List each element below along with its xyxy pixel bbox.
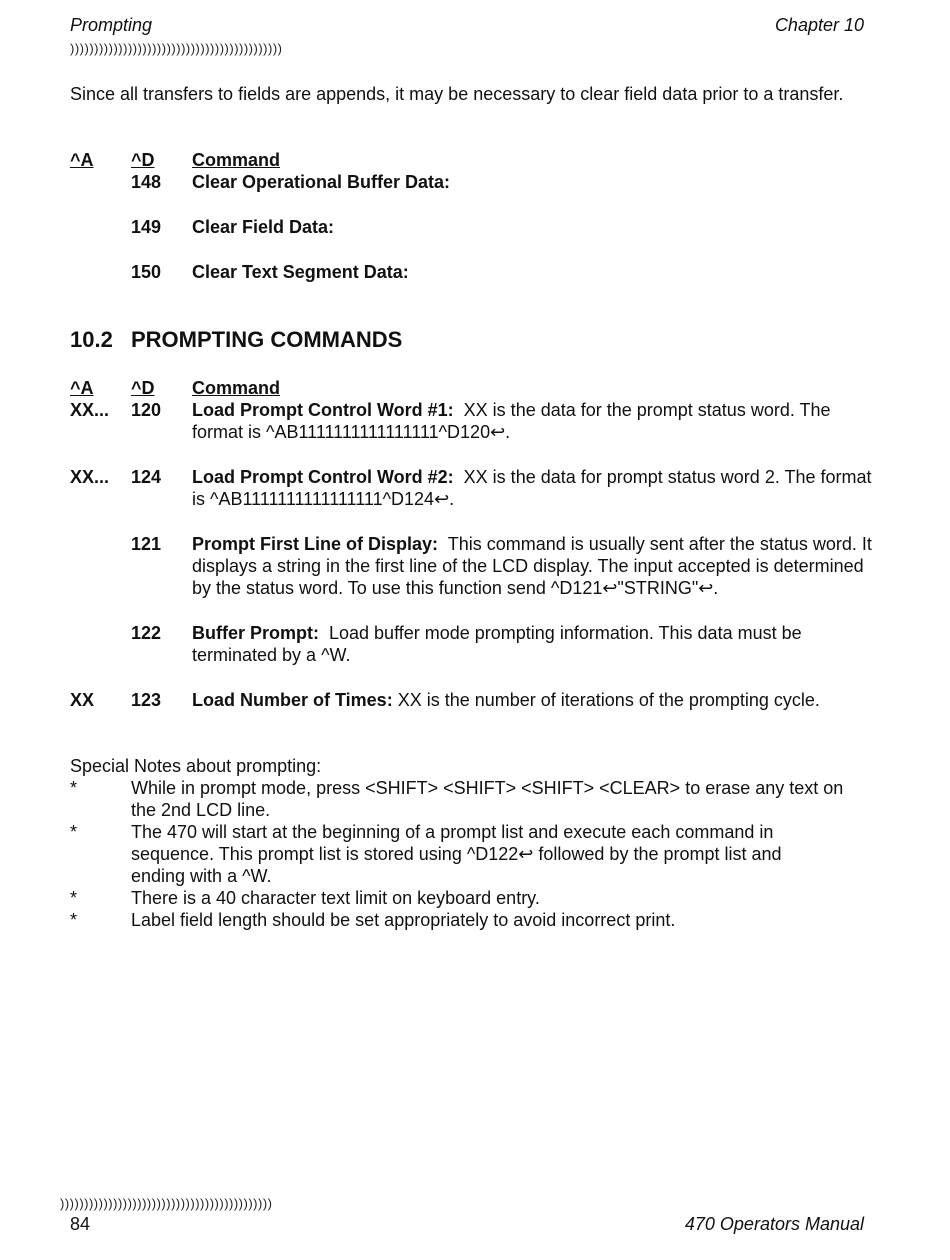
running-header-left: Prompting (70, 15, 153, 35)
command-title: Buffer Prompt: (192, 623, 319, 643)
bullet-marker: * (70, 822, 78, 842)
command-arg: XX... (70, 467, 110, 487)
page-number: 84 (70, 1214, 91, 1234)
command-entry (192, 533, 877, 599)
col-header-d: ^D (131, 378, 155, 398)
command-description: Load buffer mode prompting information. This data must be terminated by a ^W. (192, 623, 807, 665)
section-number: 10.2 (70, 327, 113, 352)
col-header-a: ^A (70, 378, 94, 398)
command-description: XX is the data for the prompt status word. The format is ^AB1111111111111111^D120↩. (192, 400, 836, 442)
note-item: While in prompt mode, press <SHIFT> <SHIFT> <SHIFT> <CLEAR> to erase any text on the 2nd LCD line. (131, 778, 844, 820)
note-item: Label field length should be set appropriately to avoid incorrect print. (131, 910, 676, 930)
col-header-a: ^A (70, 150, 94, 170)
note-item: The 470 will start at the beginning of a prompt list and execute each command in sequence. This prompt list is stored using ^D122↩ followed by the prompt list and ending with a ^W. (131, 822, 782, 886)
bullet-marker: * (70, 910, 78, 930)
running-header-right: Chapter 10 (774, 15, 864, 35)
intro-paragraph: Since all transfers to fields are appends, it may be necessary to clear field data prior to a transfer. (70, 84, 844, 104)
command-title: Clear Operational Buffer Data: (192, 172, 451, 192)
command-arg: XX (70, 690, 95, 710)
command-code: 121 (131, 534, 162, 554)
command-title: Clear Field Data: (192, 217, 335, 237)
bullet-marker: * (70, 888, 78, 908)
command-title: Load Prompt Control Word #1: (192, 400, 454, 420)
command-arg: XX... (70, 400, 110, 420)
command-entry (192, 399, 872, 443)
command-code: 148 (131, 172, 162, 192)
command-entry (192, 689, 872, 711)
command-description: XX is the data for prompt status word 2. The format is ^AB1111111111111111^D124↩. (192, 467, 877, 509)
header-rule: )))))))))))))))))))))))))))))))))))))))))))) (70, 41, 283, 56)
command-description: XX is the number of iterations of the prompting cycle. (392, 690, 820, 710)
col-header-command: Command (192, 378, 281, 398)
command-code: 123 (131, 690, 162, 710)
note-item: There is a 40 character text limit on keyboard entry. (131, 888, 540, 908)
command-description: This command is usually sent after the status word. It displays a string in the first line of the LCD display. The input accepted is determined by the status word. To use this function send ^D121↩"STRING"↩. (192, 534, 877, 598)
col-header-command: Command (192, 150, 281, 170)
command-title: Load Prompt Control Word #2: (192, 467, 454, 487)
command-code: 150 (131, 262, 162, 282)
command-code: 120 (131, 400, 162, 420)
command-code: 124 (131, 467, 162, 487)
command-title: Prompt First Line of Display: (192, 534, 439, 554)
bullet-marker: * (70, 778, 78, 798)
section-title: PROMPTING COMMANDS (131, 327, 403, 352)
notes-heading: Special Notes about prompting: (70, 756, 322, 776)
command-title: Clear Text Segment Data: (192, 262, 409, 282)
command-entry (192, 466, 877, 510)
command-code: 149 (131, 217, 162, 237)
command-entry (192, 622, 872, 666)
command-code: 122 (131, 623, 162, 643)
footer-rule: )))))))))))))))))))))))))))))))))))))))))))) (60, 1196, 273, 1211)
command-title: Load Number of Times: (192, 690, 393, 710)
manual-title: 470 Operators Manual (684, 1214, 864, 1234)
col-header-d: ^D (131, 150, 155, 170)
